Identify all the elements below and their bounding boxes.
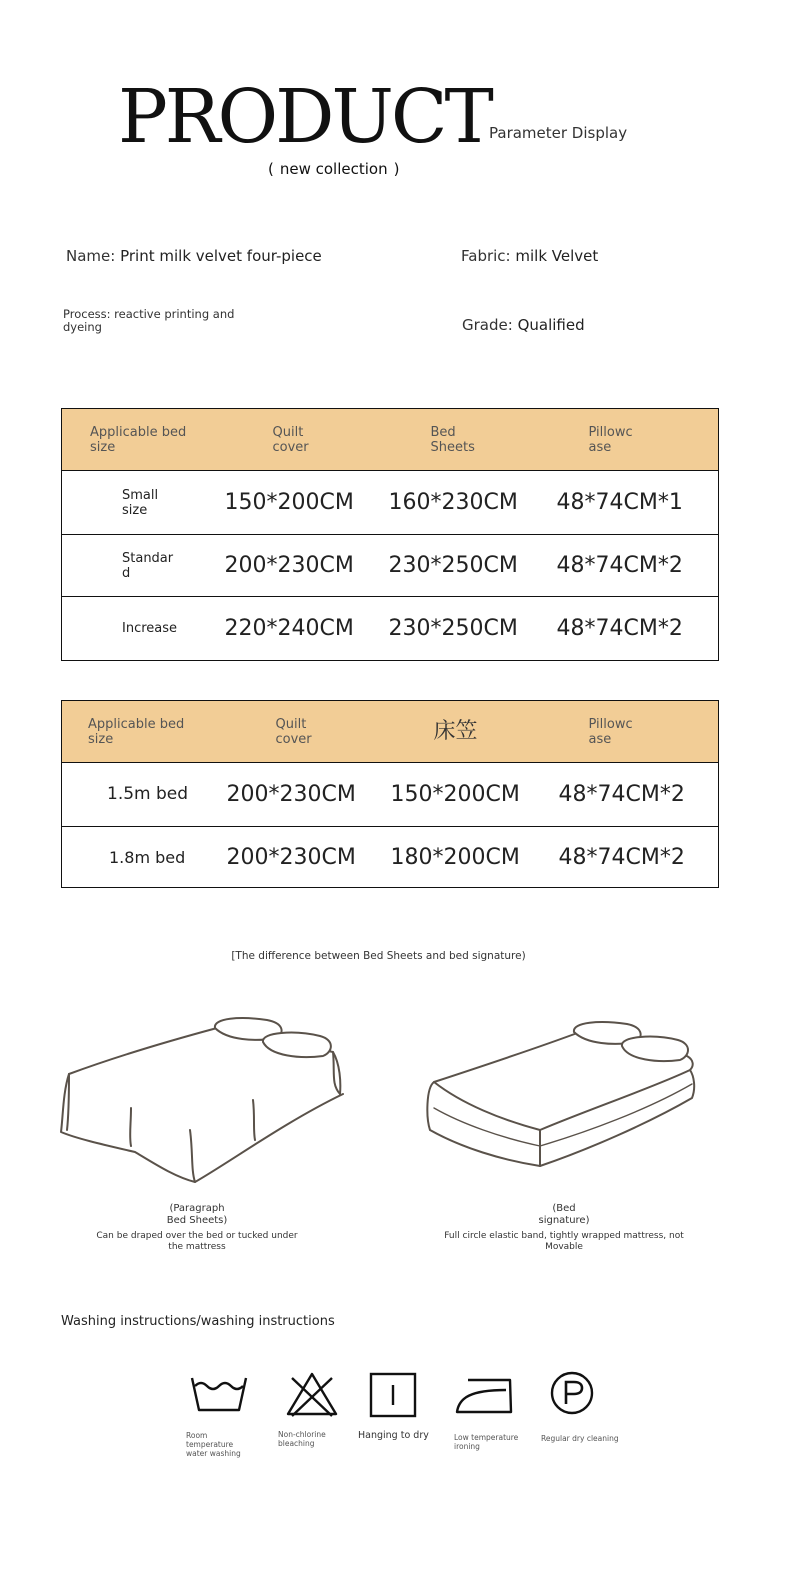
flat-sheet-desc: Can be draped over the bed or tucked under the mattress (96, 1231, 298, 1252)
row-label: Increase (62, 597, 214, 661)
wash-item (278, 1370, 338, 1448)
param-grade (462, 316, 585, 334)
wash-label: Non-chlorine bleaching (278, 1430, 326, 1448)
header-bed-size: Applicable bed size (62, 409, 214, 471)
fitted-sheet-size: 150*200CM (377, 763, 534, 827)
quilt-size: 220*240CM (214, 597, 377, 661)
paren-close: ) (393, 160, 400, 178)
table-row (62, 471, 719, 535)
param-process (63, 308, 238, 334)
wash-item (358, 1372, 428, 1440)
product-title: PRODUCT (118, 74, 491, 160)
collection-label (262, 160, 405, 178)
row-label: Standar d (62, 535, 214, 597)
row-label: Small size (62, 471, 214, 535)
flat-sheet-title: (Paragraph Bed Sheets) (166, 1203, 228, 1226)
sheet-size: 160*230CM (377, 471, 534, 535)
table-header-row (62, 701, 719, 763)
table-row (62, 827, 719, 888)
fitted-sheet-desc: Full circle elastic band, tightly wrapped mattress, not Movable (444, 1231, 684, 1252)
param-name-value: Print milk velvet four-piece (120, 247, 322, 265)
header-quilt-cover: Quilt cover (214, 409, 377, 471)
size-table-1 (61, 408, 719, 661)
parameter-display-subtitle: Parameter Display (489, 124, 628, 142)
flat-sheet-caption (92, 1203, 302, 1253)
row-label: 1.5m bed (62, 763, 214, 827)
difference-caption: [The difference between Bed Sheets and bed signature) (231, 950, 526, 962)
param-grade-value: Qualified (517, 316, 585, 334)
header-pillowcase: Pillowc ase (534, 409, 719, 471)
param-name-label: Name: (66, 247, 116, 265)
dry-clean-icon (549, 1370, 595, 1416)
sheet-size: 230*250CM (377, 597, 534, 661)
quilt-size: 200*230CM (214, 763, 377, 827)
header-bed-size: Applicable bed size (62, 701, 214, 763)
no-bleach-icon (284, 1370, 340, 1418)
row-label: 1.8m bed (62, 827, 214, 888)
pillow-size: 48*74CM*2 (534, 535, 719, 597)
wash-label: Low temperature ironing (454, 1433, 519, 1451)
fitted-sheet-bed-illustration (422, 1018, 697, 1173)
quilt-size: 200*230CM (214, 535, 377, 597)
iron-icon (454, 1374, 514, 1416)
param-fabric-value: milk Velvet (515, 247, 599, 265)
fitted-sheet-title: (Bed signature) (538, 1203, 590, 1226)
hang-dry-icon (369, 1372, 417, 1420)
fitted-sheet-size: 180*200CM (377, 827, 534, 888)
fitted-sheet-caption (426, 1203, 702, 1253)
param-process-label: Process: (63, 307, 111, 321)
paren-open: ( (268, 160, 274, 178)
table-row (62, 763, 719, 827)
param-fabric (461, 247, 598, 265)
wash-item (186, 1372, 256, 1458)
pillow-size: 48*74CM*2 (534, 763, 719, 827)
flat-sheet-bed-illustration (55, 1012, 350, 1192)
header-quilt-cover: Quilt cover (214, 701, 377, 763)
param-name (66, 247, 322, 265)
pillow-size: 48*74CM*2 (534, 827, 719, 888)
wash-label: Hanging to dry (358, 1430, 429, 1441)
table-row (62, 597, 719, 661)
wash-item (541, 1370, 621, 1443)
wash-tub-icon (189, 1372, 249, 1414)
wash-label: Regular dry cleaning (541, 1434, 619, 1443)
wash-item (454, 1374, 524, 1451)
header-fitted-sheet: 床笠 (377, 701, 534, 763)
collection-text: new collection (279, 160, 388, 178)
header-pillowcase: Pillowc ase (534, 701, 719, 763)
pillow-size: 48*74CM*1 (534, 471, 719, 535)
sheet-size: 230*250CM (377, 535, 534, 597)
param-process-value: reactive printing and dyeing (63, 307, 235, 334)
table-header-row (62, 409, 719, 471)
table-row (62, 535, 719, 597)
quilt-size: 200*230CM (214, 827, 377, 888)
param-grade-label: Grade: (462, 316, 513, 334)
size-table-2 (61, 700, 719, 888)
washing-instructions-title: Washing instructions/washing instructions (61, 1314, 335, 1329)
header-bed-sheets: Bed Sheets (377, 409, 534, 471)
quilt-size: 150*200CM (214, 471, 377, 535)
pillow-size: 48*74CM*2 (534, 597, 719, 661)
wash-label: Room temperature water washing (186, 1431, 241, 1458)
param-fabric-label: Fabric: (461, 247, 511, 265)
